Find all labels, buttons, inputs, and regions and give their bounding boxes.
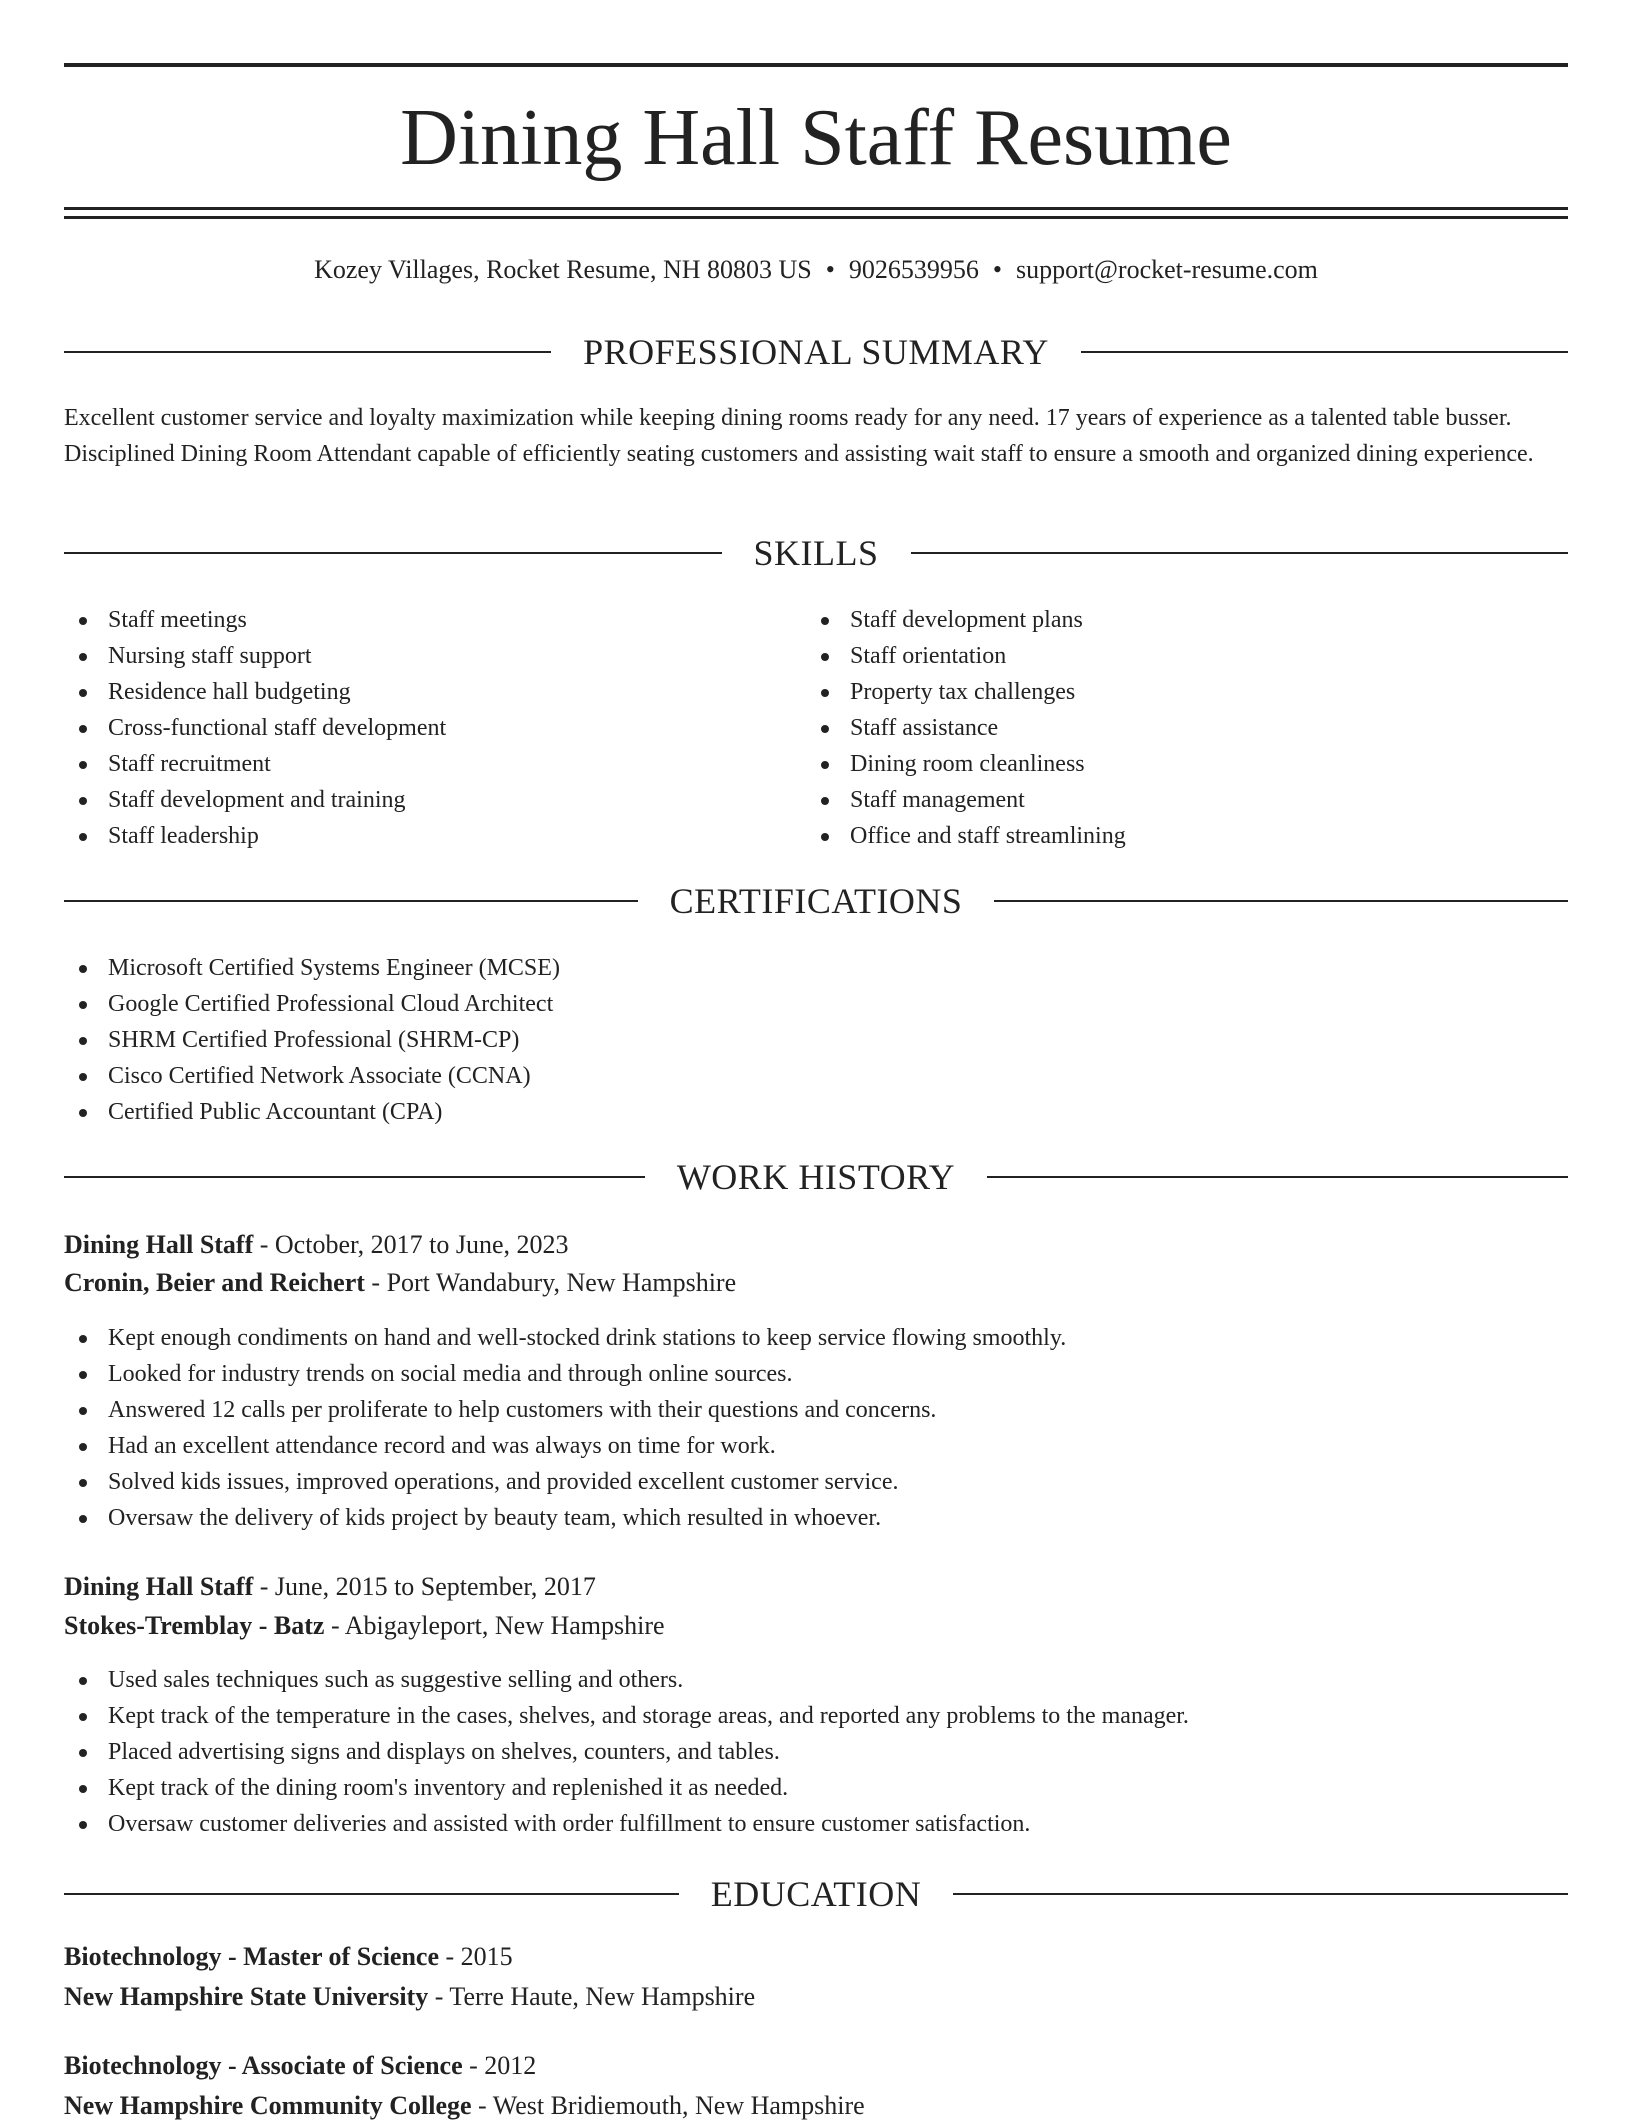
job-duties-list	[64, 1662, 1568, 1842]
contact-phone: 9026539956	[848, 255, 979, 284]
list-item: Residence hall budgeting	[64, 674, 804, 710]
list-item: Google Certified Professional Cloud Architect	[64, 986, 1568, 1022]
top-rule	[64, 63, 1568, 67]
section-heading-certifications	[64, 879, 1568, 923]
list-item: Placed advertising signs and displays on shelves, counters, and tables.	[64, 1734, 1568, 1770]
heading-rule	[64, 552, 722, 554]
heading-rule	[953, 1893, 1568, 1895]
degree-year: - 2015	[439, 1942, 513, 1971]
list-item: Had an excellent attendance record and was always on time for work.	[64, 1428, 1568, 1464]
contact-separator: •	[825, 255, 835, 284]
job-company-line	[64, 1264, 1568, 1302]
job-title: Dining Hall Staff	[64, 1572, 254, 1601]
list-item: Used sales techniques such as suggestive selling and others.	[64, 1662, 1568, 1698]
list-item: Staff leadership	[64, 818, 804, 854]
list-item: Solved kids issues, improved operations, and provided excellent customer service.	[64, 1464, 1568, 1500]
list-item: Staff meetings	[64, 602, 804, 638]
list-item: Dining room cleanliness	[806, 746, 1546, 782]
job-company: Stokes-Tremblay - Batz	[64, 1611, 325, 1640]
list-item: Staff recruitment	[64, 746, 804, 782]
list-item: Answered 12 calls per proliferate to help customers with their questions and concerns.	[64, 1392, 1568, 1428]
degree-line	[64, 2047, 1568, 2085]
section-heading-work-history	[64, 1155, 1568, 1199]
degree-line	[64, 1938, 1568, 1976]
job-title-line	[64, 1568, 1568, 1606]
list-item: Oversaw the delivery of kids project by beauty team, which resulted in whoever.	[64, 1500, 1568, 1536]
section-title: WORK HISTORY	[676, 1157, 956, 1197]
skills-list-right	[806, 602, 1546, 854]
list-item: Staff development and training	[64, 782, 804, 818]
certifications-list	[64, 950, 1568, 1130]
heading-rule	[64, 1176, 645, 1178]
heading-rule	[64, 900, 638, 902]
list-item: Microsoft Certified Systems Engineer (MCSE)	[64, 950, 1568, 986]
section-heading-skills	[64, 531, 1568, 575]
section-heading-education	[64, 1872, 1568, 1916]
heading-rule	[911, 552, 1569, 554]
degree-name: Biotechnology - Associate of Science	[64, 2051, 463, 2080]
list-item: Staff management	[806, 782, 1546, 818]
heading-rule	[64, 351, 551, 353]
job-title: Dining Hall Staff	[64, 1230, 254, 1259]
job-dates: - June, 2015 to September, 2017	[253, 1572, 596, 1601]
degree-name: Biotechnology - Master of Science	[64, 1942, 439, 1971]
list-item: Cross-functional staff development	[64, 710, 804, 746]
skills-list-left	[64, 602, 804, 854]
list-item: Certified Public Accountant (CPA)	[64, 1094, 1568, 1130]
job-dates: - October, 2017 to June, 2023	[253, 1230, 569, 1259]
school-location: - West Bridiemouth, New Hampshire	[471, 2091, 865, 2120]
school-location: - Terre Haute, New Hampshire	[428, 1982, 756, 2011]
job-company-line	[64, 1607, 1568, 1645]
resume-title: Dining Hall Staff Resume	[400, 94, 1232, 182]
section-heading-summary	[64, 330, 1568, 374]
job-location: - Port Wandabury, New Hampshire	[364, 1268, 737, 1297]
list-item: Kept track of the dining room's inventory and replenished it as needed.	[64, 1770, 1568, 1806]
list-item: Looked for industry trends on social media and through online sources.	[64, 1356, 1568, 1392]
heading-rule	[994, 900, 1568, 902]
summary-text: Excellent customer service and loyalty maximization while keeping dining rooms ready for any need. 17 years of experience as a talented table busser. Disciplined Dining Room Attendant capable of efficiently seating customers and assisting wait staff to ensure a smooth and organized dining experience.	[64, 405, 1534, 467]
section-title: EDUCATION	[710, 1874, 922, 1914]
section-title: SKILLS	[753, 533, 879, 573]
contact-separator: •	[992, 255, 1002, 284]
school-line	[64, 2087, 1568, 2125]
heading-rule	[987, 1176, 1568, 1178]
list-item: Nursing staff support	[64, 638, 804, 674]
list-item: Staff orientation	[806, 638, 1546, 674]
list-item: SHRM Certified Professional (SHRM-CP)	[64, 1022, 1568, 1058]
section-title: CERTIFICATIONS	[669, 881, 963, 921]
list-item: Office and staff streamlining	[806, 818, 1546, 854]
list-item: Staff assistance	[806, 710, 1546, 746]
job-location: - Abigayleport, New Hampshire	[324, 1611, 665, 1640]
heading-rule	[64, 1893, 679, 1895]
job-company: Cronin, Beier and Reichert	[64, 1268, 365, 1297]
contact-address: Kozey Villages, Rocket Resume, NH 80803 US	[314, 255, 812, 284]
list-item: Oversaw customer deliveries and assisted with order fulfillment to ensure customer satisfaction.	[64, 1806, 1568, 1842]
list-item: Kept track of the temperature in the cases, shelves, and storage areas, and reported any problems to the manager.	[64, 1698, 1568, 1734]
job-title-line	[64, 1226, 1568, 1264]
school-name: New Hampshire Community College	[64, 2091, 472, 2120]
contact-line	[64, 252, 1568, 288]
degree-year: - 2012	[462, 2051, 537, 2080]
contact-email: support@rocket-resume.com	[1015, 255, 1318, 284]
list-item: Kept enough condiments on hand and well-stocked drink stations to keep service flowing smoothly.	[64, 1320, 1568, 1356]
title-rule-upper	[64, 207, 1568, 210]
school-name: New Hampshire State University	[64, 1982, 429, 2011]
job-duties-list	[64, 1320, 1568, 1536]
list-item: Property tax challenges	[806, 674, 1546, 710]
heading-rule	[1081, 351, 1568, 353]
title-rule-lower	[64, 216, 1568, 219]
school-line	[64, 1978, 1568, 2016]
list-item: Staff development plans	[806, 602, 1546, 638]
section-title: PROFESSIONAL SUMMARY	[583, 332, 1049, 372]
list-item: Cisco Certified Network Associate (CCNA)	[64, 1058, 1568, 1094]
